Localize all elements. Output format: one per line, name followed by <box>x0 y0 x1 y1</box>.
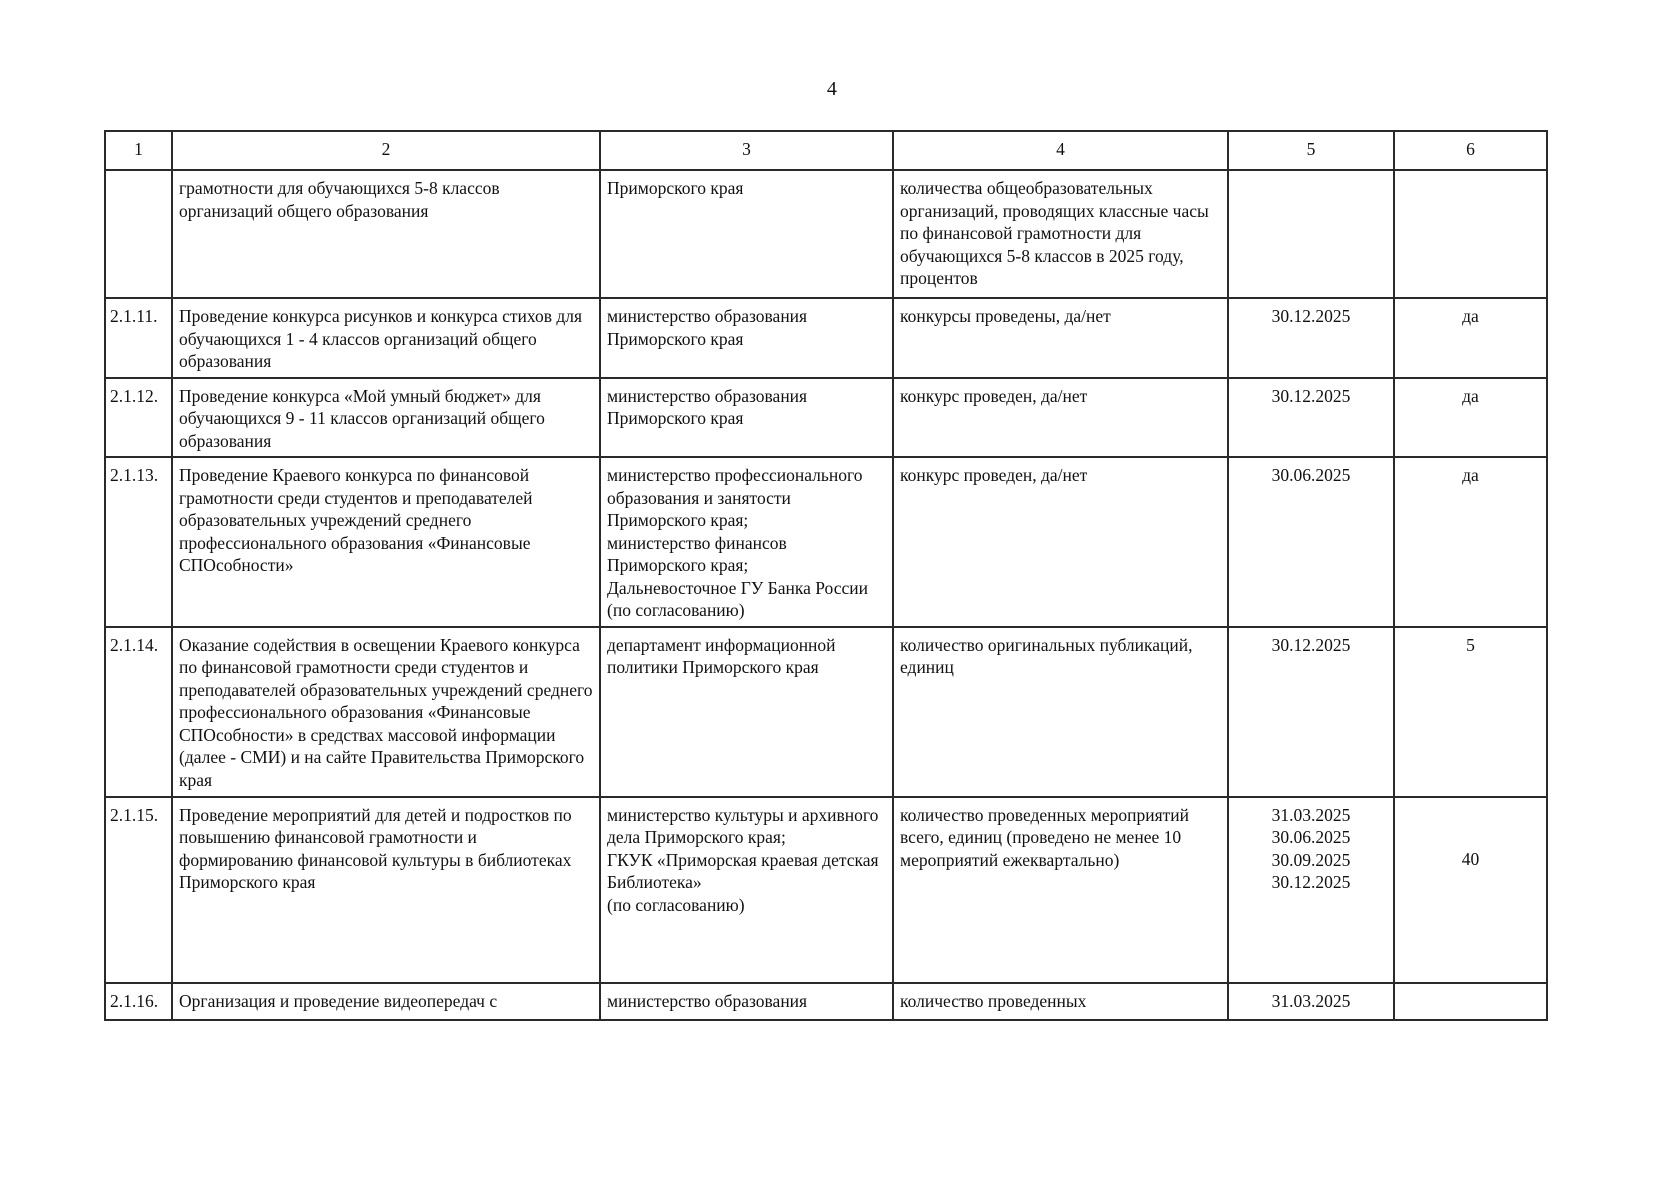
value-cell <box>1394 170 1547 298</box>
activity-cell: Проведение конкурса рисунков и конкурса стихов для обучающихся 1 - 4 классов организаций общего образования <box>172 298 600 378</box>
table-row <box>105 627 1547 797</box>
table-header <box>105 131 1547 170</box>
deadline-cell <box>1228 983 1394 1020</box>
column-header-4: 4 <box>893 131 1228 170</box>
indicator-cell: количества общеобразовательных организаций, проводящих классные часы по финансовой грамотности для обучающихся 5-8 классов в 2025 году, процентов <box>893 170 1228 298</box>
responsible-line: министерство финансов Приморского края; <box>607 532 787 575</box>
deadline-cell <box>1228 170 1394 298</box>
deadline-date: 30.09.2025 <box>1271 849 1351 870</box>
deadline-cell <box>1228 298 1394 378</box>
value-cell: да <box>1394 457 1547 627</box>
deadline-cell <box>1228 378 1394 458</box>
responsible-line: ГКУК «Приморская краевая детская Библиотека» <box>607 849 879 892</box>
deadline-date: 30.12.2025 <box>1271 306 1351 326</box>
row-number: 2.1.14. <box>105 627 172 797</box>
row-number <box>105 170 172 298</box>
deadline-date: 31.03.2025 <box>1271 990 1351 1011</box>
responsible-line: (по согласованию) <box>607 894 745 915</box>
plan-table <box>104 130 1548 1021</box>
table-row <box>105 983 1547 1020</box>
responsible-line: министерство образования Приморского края <box>607 385 808 428</box>
table-row <box>105 457 1547 627</box>
responsible-line: Дальневосточное ГУ Банка России (по согласованию) <box>607 577 868 620</box>
responsible-cell <box>600 797 893 983</box>
deadline-cell <box>1228 797 1394 983</box>
responsible-cell <box>600 457 893 627</box>
responsible-line: Приморского края <box>607 178 744 198</box>
row-number: 2.1.13. <box>105 457 172 627</box>
deadline-cell <box>1228 627 1394 797</box>
row-number: 2.1.12. <box>105 378 172 458</box>
responsible-line: департамент информационной политики Приморского края <box>607 634 836 677</box>
row-number: 2.1.16. <box>105 983 172 1020</box>
page-number: 4 <box>826 78 838 100</box>
indicator-cell: количество оригинальных публикаций, единиц <box>893 627 1228 797</box>
deadline-date: 30.12.2025 <box>1271 385 1351 406</box>
responsible-cell <box>600 627 893 797</box>
indicator-cell: конкурсы проведены, да/нет <box>893 298 1228 378</box>
table-row <box>105 797 1547 983</box>
row-number: 2.1.15. <box>105 797 172 983</box>
indicator-cell: количество проведенных <box>893 983 1228 1020</box>
value-cell: да <box>1394 378 1547 458</box>
deadline-date: 30.06.2025 <box>1271 827 1351 847</box>
indicator-cell: конкурс проведен, да/нет <box>893 378 1228 458</box>
deadline-date: 30.12.2025 <box>1271 634 1351 655</box>
deadline-date: 30.06.2025 <box>1271 465 1351 485</box>
deadline-date: 31.03.2025 <box>1271 804 1351 825</box>
column-header-5: 5 <box>1228 131 1394 170</box>
table-row <box>105 170 1547 298</box>
responsible-line: министерство образования <box>607 990 808 1011</box>
deadline-date: 30.12.2025 <box>1271 872 1351 892</box>
column-header-3: 3 <box>600 131 893 170</box>
table-body <box>105 170 1547 1020</box>
row-number: 2.1.11. <box>105 298 172 378</box>
header-row <box>105 131 1547 170</box>
responsible-line: министерство культуры и архивного дела Приморского края; <box>607 804 879 847</box>
activity-cell: Проведение мероприятий для детей и подростков по повышению финансовой грамотности и формированию финансовой культуры в библиотеках Приморского края <box>172 797 600 983</box>
activity-cell: Организация и проведение видеопередач с <box>172 983 600 1020</box>
indicator-cell: количество проведенных мероприятий всего, единиц (проведено не менее 10 мероприятий ежеквартально) <box>893 797 1228 983</box>
table-row <box>105 298 1547 378</box>
column-header-6: 6 <box>1394 131 1547 170</box>
deadline-cell <box>1228 457 1394 627</box>
activity-cell: грамотности для обучающихся 5-8 классов организаций общего образования <box>172 170 600 298</box>
column-header-2: 2 <box>172 131 600 170</box>
responsible-cell <box>600 983 893 1020</box>
responsible-cell <box>600 298 893 378</box>
value-cell: да <box>1394 298 1547 378</box>
activity-cell: Проведение Краевого конкурса по финансовой грамотности среди студентов и преподавателей образовательных учреждений среднего профессионального образования «Финансовые СПОсобности» <box>172 457 600 627</box>
responsible-cell <box>600 378 893 458</box>
value-cell: 5 <box>1394 627 1547 797</box>
responsible-cell <box>600 170 893 298</box>
value-cell: 40 <box>1394 797 1547 983</box>
responsible-line: министерство профессионального образования и занятости Приморского края; <box>607 465 863 530</box>
table-row <box>105 378 1547 458</box>
activity-cell: Оказание содействия в освещении Краевого конкурса по финансовой грамотности среди студентов и преподавателей образовательных учреждений среднего профессионального образования «Финансовые СПОсобности» в средствах массовой информации (далее - СМИ) и на сайте Правительства Приморского края <box>172 627 600 797</box>
column-header-1: 1 <box>105 131 172 170</box>
indicator-cell: конкурс проведен, да/нет <box>893 457 1228 627</box>
responsible-line: министерство образования Приморского края <box>607 306 808 349</box>
value-cell <box>1394 983 1547 1020</box>
activity-cell: Проведение конкурса «Мой умный бюджет» для обучающихся 9 - 11 классов организаций общего образования <box>172 378 600 458</box>
